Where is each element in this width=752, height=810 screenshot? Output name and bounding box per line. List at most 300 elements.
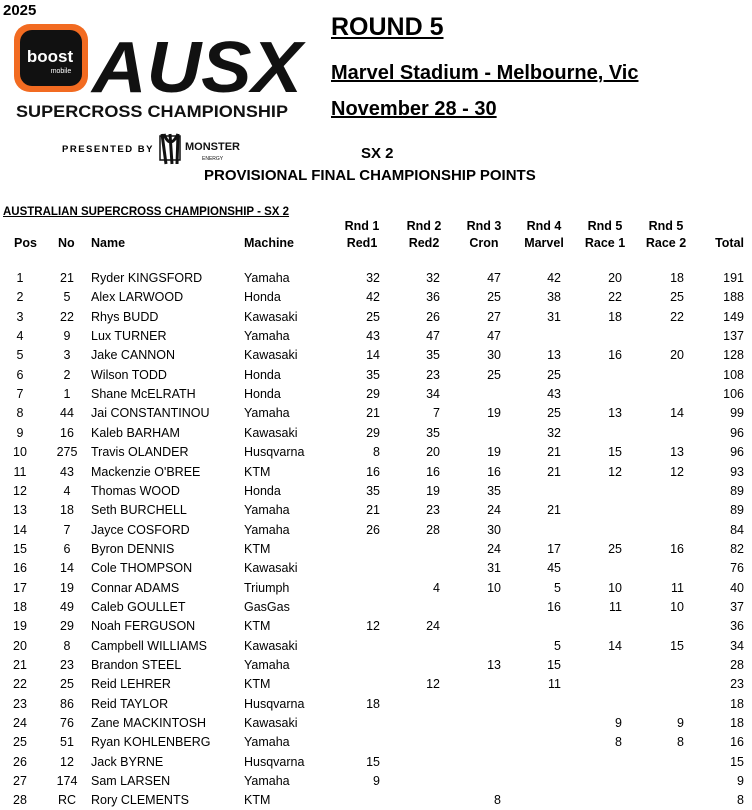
round4-points: 13 <box>547 348 561 363</box>
col-round2-line1: Rnd 2 <box>406 219 442 233</box>
machine: Triumph <box>244 580 290 595</box>
rider-name: Jayce COSFORD <box>91 522 190 537</box>
round3-points: 25 <box>487 290 501 305</box>
round5-race1-points: 11 <box>609 599 622 614</box>
row-number: 51 <box>60 735 74 750</box>
total-points: 84 <box>730 522 744 537</box>
rider-name: Jack BYRNE <box>91 754 164 769</box>
col-round1-line1: Rnd 1 <box>344 219 380 233</box>
round1-points: 18 <box>366 696 380 711</box>
total-points: 149 <box>723 309 744 324</box>
round3-points: 30 <box>487 522 501 537</box>
row-position: 12 <box>13 483 27 498</box>
round2-points: 35 <box>426 425 440 440</box>
monster-energy-logo <box>158 130 252 168</box>
round1-points: 43 <box>366 329 380 344</box>
row-number: 4 <box>63 483 71 498</box>
col-round2-line2: Red2 <box>408 236 440 250</box>
row-position: 2 <box>16 290 24 305</box>
row-number: 6 <box>63 541 71 556</box>
round5-race1-points: 8 <box>615 735 622 750</box>
total-points: 128 <box>723 348 744 363</box>
table-row <box>0 404 752 423</box>
table-row <box>0 540 752 559</box>
round5-race2-points: 18 <box>670 271 684 285</box>
total-points: 191 <box>723 271 744 285</box>
row-number: 86 <box>60 696 74 711</box>
total-points: 28 <box>730 658 744 672</box>
round2-points: 24 <box>426 619 440 634</box>
row-position: 15 <box>13 541 27 556</box>
total-points: 106 <box>723 387 744 402</box>
rider-name: Shane McELRATH <box>91 387 196 402</box>
round2-points: 7 <box>433 406 440 421</box>
row-position: 13 <box>13 503 27 518</box>
round5-race1-points: 22 <box>608 290 622 305</box>
round1-points: 8 <box>373 445 380 460</box>
boost-brand-subtext: mobile <box>50 68 72 75</box>
rider-name: Kaleb BARHAM <box>91 425 180 440</box>
round3-points: 10 <box>487 580 501 595</box>
col-round4-header <box>514 218 574 252</box>
rider-name: Campbell WILLIAMS <box>91 638 208 653</box>
row-position: 28 <box>13 793 27 808</box>
round2-points: 28 <box>426 522 440 537</box>
row-number: 21 <box>60 271 74 285</box>
total-points: 89 <box>730 503 744 518</box>
round4-points: 17 <box>547 541 561 556</box>
row-number: 19 <box>60 580 74 595</box>
total-points: 96 <box>730 425 744 440</box>
rider-name: Brandon STEEL <box>91 658 182 672</box>
ausx-wordmark: AUSX <box>89 28 306 108</box>
round3-points: 30 <box>487 348 501 363</box>
round4-points: 11 <box>548 677 561 692</box>
rider-name: Jai CONSTANTINOU <box>91 406 210 421</box>
col-machine-header: Machine <box>244 236 295 250</box>
row-position: 6 <box>16 367 24 382</box>
rider-name: Alex LARWOOD <box>91 290 184 305</box>
total-points: 188 <box>723 290 744 305</box>
row-position: 18 <box>13 599 27 614</box>
round4-points: 21 <box>547 464 561 479</box>
round2-points: 20 <box>426 445 440 460</box>
round1-points: 14 <box>366 348 380 363</box>
machine: KTM <box>244 677 271 692</box>
table-row <box>0 463 752 482</box>
row-number: 8 <box>63 638 71 653</box>
machine: Yamaha <box>244 503 290 518</box>
row-number: 18 <box>60 503 74 518</box>
rider-name: Connar ADAMS <box>91 580 180 595</box>
round2-points: 47 <box>426 329 440 344</box>
row-number: 2 <box>63 367 71 382</box>
row-position: 7 <box>16 387 24 402</box>
round1-points: 29 <box>366 387 380 402</box>
round1-points: 29 <box>366 425 380 440</box>
col-round5-race2-line1: Rnd 5 <box>648 219 684 233</box>
machine: Kawasaki <box>244 561 298 576</box>
total-points: 36 <box>730 619 744 634</box>
row-number: RC <box>57 793 77 808</box>
round1-points: 25 <box>366 309 380 324</box>
machine: GasGas <box>244 599 290 614</box>
round3-points: 19 <box>487 445 501 460</box>
round2-points: 12 <box>426 677 440 692</box>
rider-name: Rhys BUDD <box>91 309 159 324</box>
total-points: 40 <box>730 580 744 595</box>
round5-race2-points: 9 <box>677 716 684 731</box>
round5-race1-points: 9 <box>615 716 622 731</box>
round5-race2-points: 16 <box>670 541 684 556</box>
table-row <box>0 366 752 385</box>
total-points: 82 <box>730 541 744 556</box>
round3-points: 19 <box>487 406 501 421</box>
round5-race2-points: 11 <box>671 580 684 595</box>
round2-points: 4 <box>433 580 440 595</box>
row-number: 23 <box>60 658 74 672</box>
machine: Kawasaki <box>244 638 298 653</box>
col-no-header: No <box>58 236 75 250</box>
table-row <box>0 559 752 578</box>
round1-points: 9 <box>373 774 380 789</box>
round2-points: 36 <box>426 290 440 305</box>
round1-points: 21 <box>366 406 380 421</box>
row-position: 19 <box>13 619 27 634</box>
machine: Yamaha <box>244 271 290 285</box>
round3-points: 27 <box>487 309 501 324</box>
table-row <box>0 424 752 443</box>
round5-race1-points: 10 <box>608 580 622 595</box>
round4-points: 21 <box>547 445 561 460</box>
round5-race2-points: 25 <box>670 290 684 305</box>
table-row <box>0 772 752 791</box>
machine: Husqvarna <box>244 696 305 711</box>
machine: Yamaha <box>244 522 290 537</box>
machine: Yamaha <box>244 774 290 789</box>
round3-points: 24 <box>487 541 501 556</box>
row-number: 275 <box>56 445 78 460</box>
round1-points: 42 <box>366 290 380 305</box>
rider-name: Ryan KOHLENBERG <box>91 735 211 750</box>
round5-race2-points: 8 <box>677 735 684 750</box>
round4-points: 15 <box>547 658 561 672</box>
rider-name: Thomas WOOD <box>91 483 180 498</box>
rider-name: Mackenzie O'BREE <box>91 464 201 479</box>
row-number: 12 <box>60 754 74 769</box>
col-round2-header <box>394 218 454 252</box>
row-position: 10 <box>13 445 27 460</box>
row-position: 4 <box>16 329 24 344</box>
total-points: 18 <box>730 716 744 731</box>
rider-name: Cole THOMPSON <box>91 561 193 576</box>
round5-race1-points: 18 <box>608 309 622 324</box>
round4-points: 5 <box>554 638 561 653</box>
round4-points: 16 <box>547 599 561 614</box>
presented-by-label: PRESENTED BY <box>62 144 154 155</box>
table-row <box>0 385 752 404</box>
round3-points: 25 <box>487 367 501 382</box>
col-round1-line2: Red1 <box>346 236 378 250</box>
row-number: 14 <box>60 561 74 576</box>
total-points: 18 <box>730 696 744 711</box>
machine: KTM <box>244 619 271 634</box>
row-number: 1 <box>63 387 71 402</box>
round4-points: 42 <box>547 271 561 285</box>
machine: Kawasaki <box>244 425 298 440</box>
table-row <box>0 579 752 598</box>
row-number: 22 <box>60 309 74 324</box>
round1-points: 26 <box>366 522 380 537</box>
table-row <box>0 656 752 675</box>
round2-points: 35 <box>426 348 440 363</box>
round3-points: 31 <box>487 561 501 576</box>
round4-points: 32 <box>547 425 561 440</box>
championship-title: AUSTRALIAN SUPERCROSS CHAMPIONSHIP - SX 2 <box>3 206 290 218</box>
row-number: 174 <box>56 774 78 789</box>
machine: Honda <box>244 290 281 305</box>
machine: Honda <box>244 483 281 498</box>
machine: KTM <box>244 793 271 808</box>
col-round5-race2-line2: Race 2 <box>645 236 687 250</box>
col-round4-line2: Marvel <box>524 236 564 250</box>
round4-points: 21 <box>547 503 561 518</box>
table-row <box>0 288 752 307</box>
machine: Yamaha <box>244 406 290 421</box>
row-position: 21 <box>13 658 27 672</box>
rider-name: Lux TURNER <box>91 329 167 344</box>
rider-name: Reid LEHRER <box>91 677 171 692</box>
col-round5-race1-line2: Race 1 <box>584 236 626 250</box>
table-row <box>0 346 752 365</box>
round2-points: 32 <box>426 271 440 285</box>
col-round4-line1: Rnd 4 <box>526 219 562 233</box>
round5-race1-points: 15 <box>608 445 622 460</box>
table-row <box>0 617 752 636</box>
total-points: 137 <box>723 329 744 344</box>
round3-points: 16 <box>487 464 501 479</box>
rider-name: Travis OLANDER <box>91 445 189 460</box>
row-position: 17 <box>13 580 27 595</box>
table-row <box>0 327 752 346</box>
table-row <box>0 791 752 810</box>
round4-points: 31 <box>547 309 561 324</box>
machine: Yamaha <box>244 658 290 672</box>
row-number: 16 <box>60 425 74 440</box>
row-number: 7 <box>63 522 71 537</box>
table-row <box>0 308 752 327</box>
round4-points: 25 <box>547 406 561 421</box>
rider-name: Caleb GOULLET <box>91 599 186 614</box>
round5-race1-points: 16 <box>608 348 622 363</box>
total-points: 108 <box>723 367 744 382</box>
table-row <box>0 521 752 540</box>
col-round3-header <box>454 218 514 252</box>
round3-points: 24 <box>487 503 501 518</box>
machine: Yamaha <box>244 329 290 344</box>
col-round5-race1-line1: Rnd 5 <box>587 219 623 233</box>
table-row <box>0 695 752 714</box>
table-row <box>0 753 752 772</box>
row-number: 44 <box>60 406 74 421</box>
season-year: 2025 <box>3 2 37 19</box>
row-number: 76 <box>60 716 74 731</box>
machine: Kawasaki <box>244 716 298 731</box>
rider-name: Seth BURCHELL <box>91 503 187 518</box>
total-points: 96 <box>730 445 744 460</box>
total-points: 93 <box>730 464 744 479</box>
round5-race2-points: 14 <box>670 406 684 421</box>
class-label: SX 2 <box>361 145 394 162</box>
row-position: 27 <box>13 774 27 789</box>
row-position: 3 <box>16 309 24 324</box>
round4-points: 38 <box>547 290 561 305</box>
monster-logo-text: MONSTER <box>185 141 240 153</box>
machine: Kawasaki <box>244 348 298 363</box>
total-points: 99 <box>730 406 744 421</box>
round-title: ROUND 5 <box>331 13 444 41</box>
round5-race2-points: 20 <box>670 348 684 363</box>
monster-logo-subtext: ENERGY <box>202 156 224 162</box>
row-number: 49 <box>60 599 74 614</box>
rider-name: Zane MACKINTOSH <box>91 716 207 731</box>
table-row <box>0 733 752 752</box>
round5-race1-points: 20 <box>608 271 622 285</box>
table-row <box>0 443 752 462</box>
event-dates: November 28 - 30 <box>331 98 497 120</box>
round3-points: 35 <box>487 483 501 498</box>
table-row <box>0 675 752 694</box>
col-round1-header <box>332 218 392 252</box>
row-position: 9 <box>16 425 24 440</box>
round4-points: 45 <box>547 561 561 576</box>
rider-name: Ryder KINGSFORD <box>91 271 203 285</box>
table-row <box>0 501 752 520</box>
round4-points: 25 <box>547 367 561 382</box>
round5-race1-points: 25 <box>608 541 622 556</box>
round1-points: 35 <box>366 483 380 498</box>
machine: Husqvarna <box>244 754 305 769</box>
total-points: 15 <box>730 754 744 769</box>
round3-points: 8 <box>494 793 501 808</box>
round5-race2-points: 13 <box>670 445 684 460</box>
round1-points: 35 <box>366 367 380 382</box>
round2-points: 19 <box>426 483 440 498</box>
rider-name: Noah FERGUSON <box>91 619 196 634</box>
col-round3-line2: Cron <box>469 236 499 250</box>
row-position: 8 <box>16 406 24 421</box>
row-position: 5 <box>16 348 24 363</box>
round4-points: 5 <box>554 580 561 595</box>
ausx-logo <box>14 18 306 124</box>
round5-race1-points: 13 <box>608 406 622 421</box>
row-position: 23 <box>13 696 27 711</box>
table-row <box>0 637 752 656</box>
total-points: 23 <box>730 677 744 692</box>
rider-name: Reid TAYLOR <box>91 696 169 711</box>
round5-race2-points: 15 <box>670 638 684 653</box>
col-name-header: Name <box>91 236 126 250</box>
row-position: 16 <box>13 561 27 576</box>
rider-name: Rory CLEMENTS <box>91 793 189 808</box>
round5-race2-points: 10 <box>670 599 684 614</box>
total-points: 8 <box>737 793 744 808</box>
rider-name: Byron DENNIS <box>91 541 175 556</box>
total-points: 34 <box>730 638 744 653</box>
total-points: 76 <box>730 561 744 576</box>
machine: KTM <box>244 541 271 556</box>
round5-race2-points: 22 <box>670 309 684 324</box>
boost-brand-text: boost <box>26 47 74 66</box>
row-number: 29 <box>60 619 74 634</box>
round3-points: 13 <box>487 658 501 672</box>
rider-name: Jake CANNON <box>91 348 176 363</box>
table-row <box>0 598 752 617</box>
machine: Kawasaki <box>244 309 298 324</box>
row-position: 24 <box>13 716 27 731</box>
table-row <box>0 714 752 733</box>
machine: Husqvarna <box>244 445 305 460</box>
total-points: 9 <box>737 774 744 789</box>
col-round3-line1: Rnd 3 <box>466 219 502 233</box>
machine: Honda <box>244 367 281 382</box>
venue: Marvel Stadium - Melbourne, Vic <box>331 62 639 84</box>
table-row <box>0 269 752 288</box>
total-points: 16 <box>730 735 744 750</box>
results-subtitle: PROVISIONAL FINAL CHAMPIONSHIP POINTS <box>204 167 536 184</box>
round2-points: 34 <box>426 387 440 402</box>
round2-points: 23 <box>426 367 440 382</box>
row-position: 22 <box>13 677 27 692</box>
row-number: 3 <box>63 348 71 363</box>
round5-race2-points: 12 <box>670 464 684 479</box>
round2-points: 23 <box>426 503 440 518</box>
row-position: 20 <box>13 638 27 653</box>
row-number: 5 <box>63 290 71 305</box>
total-points: 37 <box>730 599 744 614</box>
round1-points: 21 <box>366 503 380 518</box>
row-position: 1 <box>16 271 24 285</box>
round3-points: 47 <box>487 329 501 344</box>
round3-points: 47 <box>487 271 501 285</box>
machine: KTM <box>244 464 271 479</box>
table-row <box>0 482 752 501</box>
col-pos-header: Pos <box>14 236 37 250</box>
machine: Yamaha <box>244 735 290 750</box>
round1-points: 15 <box>366 754 380 769</box>
logo-tagline: SUPERCROSS CHAMPIONSHIP <box>16 102 288 121</box>
col-round5-race1-header <box>574 218 636 252</box>
round4-points: 43 <box>547 387 561 402</box>
row-position: 11 <box>13 464 27 479</box>
row-number: 43 <box>60 464 74 479</box>
rider-name: Wilson TODD <box>91 367 167 382</box>
machine: Honda <box>244 387 281 402</box>
round1-points: 16 <box>366 464 380 479</box>
row-position: 25 <box>13 735 27 750</box>
round2-points: 16 <box>426 464 440 479</box>
col-total-header: Total <box>715 236 744 250</box>
round1-points: 32 <box>366 271 380 285</box>
row-position: 26 <box>13 754 27 769</box>
round2-points: 26 <box>426 309 440 324</box>
row-position: 14 <box>13 522 27 537</box>
rider-name: Sam LARSEN <box>91 774 171 789</box>
round5-race1-points: 12 <box>608 464 622 479</box>
row-number: 25 <box>60 677 74 692</box>
row-number: 9 <box>63 329 71 344</box>
round5-race1-points: 14 <box>608 638 622 653</box>
